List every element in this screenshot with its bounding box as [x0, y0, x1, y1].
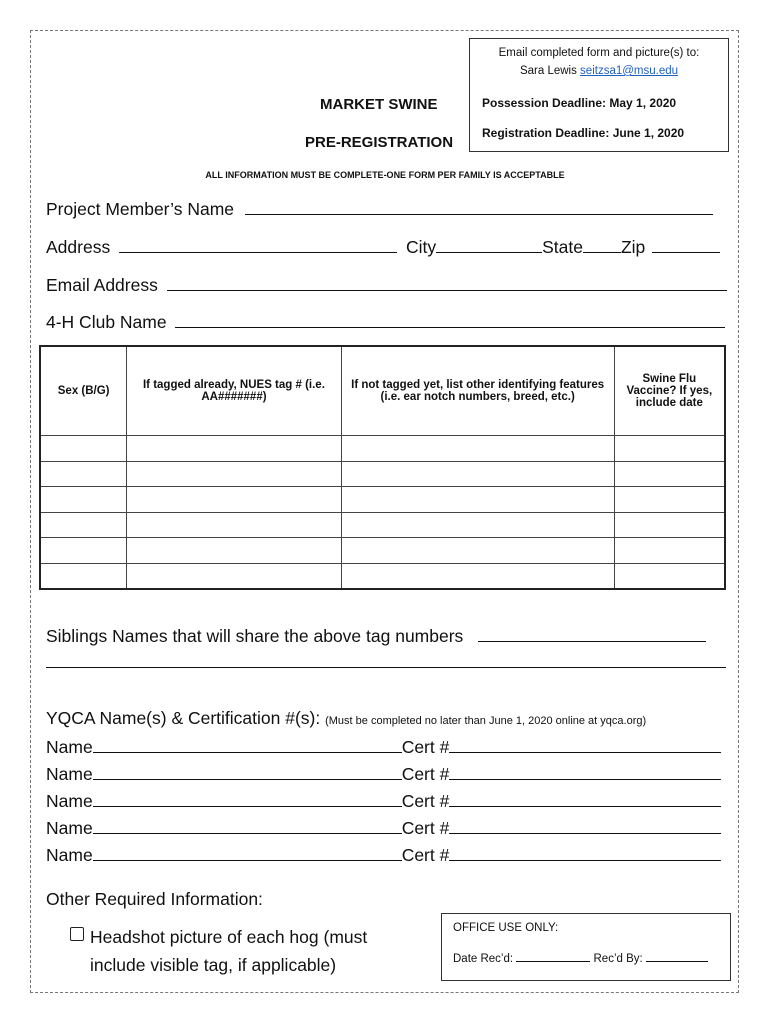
yqca-entry-row — [46, 790, 721, 812]
yqca-name-label: Name — [46, 764, 93, 784]
address-label: Address — [46, 237, 111, 257]
table-cell[interactable] — [127, 563, 341, 589]
table-cell[interactable] — [40, 512, 127, 538]
member-name-row — [46, 198, 713, 220]
email-row — [46, 274, 727, 296]
member-name-field[interactable] — [245, 198, 713, 215]
table-header-row — [40, 346, 725, 436]
yqca-cert-field[interactable] — [449, 736, 721, 753]
siblings-label: Siblings Names that will share the above tag numbers — [46, 626, 464, 646]
email-field[interactable] — [167, 274, 727, 291]
yqca-cert-label: Cert # — [401, 737, 450, 757]
table-cell[interactable] — [614, 563, 725, 589]
table-cell[interactable] — [127, 436, 341, 462]
table-cell[interactable] — [614, 461, 725, 487]
yqca-heading-row — [46, 708, 646, 729]
yqca-cert-label: Cert # — [401, 791, 450, 811]
table-cell[interactable] — [40, 461, 127, 487]
header-nues-tag: If tagged already, NUES tag # (i.e. AA#######) — [127, 346, 341, 436]
yqca-name-field[interactable] — [93, 844, 402, 861]
contact-box — [469, 38, 729, 152]
club-label: 4-H Club Name — [46, 312, 167, 332]
yqca-name-label: Name — [46, 791, 93, 811]
siblings-field-line2[interactable] — [46, 667, 726, 668]
table-cell[interactable] — [341, 512, 614, 538]
siblings-row — [46, 625, 706, 647]
member-name-label: Project Member’s Name — [46, 199, 235, 219]
headshot-label-line2: include visible tag, if applicable) — [90, 955, 337, 975]
office-use-row — [453, 950, 708, 965]
yqca-cert-label: Cert # — [401, 845, 450, 865]
header-swine-flu-vaccine: Swine Flu Vaccine? If yes, include date — [614, 346, 725, 436]
table-cell[interactable] — [40, 538, 127, 564]
contact-instructions: Email completed form and picture(s) to: — [498, 47, 700, 59]
table-cell[interactable] — [127, 538, 341, 564]
yqca-name-label: Name — [46, 737, 93, 757]
yqca-name-label: Name — [46, 818, 93, 838]
received-by-label: Rec’d By: — [593, 953, 643, 965]
contact-person — [470, 65, 728, 77]
office-use-box — [441, 913, 731, 981]
state-label: State — [542, 237, 583, 257]
header-sex: Sex (B/G) — [40, 346, 127, 436]
office-use-heading: OFFICE USE ONLY: — [453, 922, 559, 934]
date-received-label: Date Rec’d: — [453, 953, 514, 965]
zip-label: Zip — [620, 237, 646, 257]
form-subtitle: PRE-REGISTRATION — [305, 134, 454, 151]
table-cell[interactable] — [127, 487, 341, 513]
city-field[interactable] — [436, 236, 542, 253]
yqca-cert-field[interactable] — [449, 763, 721, 780]
table-cell[interactable] — [127, 512, 341, 538]
possession-deadline: Possession Deadline: May 1, 2020 — [482, 96, 677, 110]
table-cell[interactable] — [614, 538, 725, 564]
address-row — [46, 236, 720, 258]
siblings-field[interactable] — [478, 625, 706, 642]
table-cell[interactable] — [40, 487, 127, 513]
yqca-cert-label: Cert # — [401, 764, 450, 784]
contact-name: Sara Lewis — [519, 65, 577, 77]
table-cell[interactable] — [614, 487, 725, 513]
table-row — [40, 436, 725, 462]
table-cell[interactable] — [341, 461, 614, 487]
table-cell[interactable] — [614, 436, 725, 462]
yqca-cert-field[interactable] — [449, 790, 721, 807]
table-row — [40, 487, 725, 513]
address-field[interactable] — [119, 236, 397, 253]
table-row — [40, 461, 725, 487]
yqca-name-field[interactable] — [93, 817, 402, 834]
email-label: Email Address — [46, 275, 158, 295]
headshot-checkbox-row[interactable] — [70, 927, 367, 948]
received-by-field[interactable] — [646, 950, 708, 962]
headshot-label-line1: Headshot picture of each hog (must — [90, 927, 368, 947]
zip-field[interactable] — [652, 236, 720, 253]
table-row — [40, 512, 725, 538]
yqca-label: YQCA Name(s) & Certification #(s): — [46, 708, 321, 728]
table-cell[interactable] — [341, 563, 614, 589]
table-cell[interactable] — [341, 538, 614, 564]
table-cell[interactable] — [341, 436, 614, 462]
yqca-name-field[interactable] — [93, 790, 402, 807]
yqca-cert-field[interactable] — [449, 817, 721, 834]
yqca-note: (Must be completed no later than June 1, 2020 online at yqca.org) — [325, 715, 647, 727]
yqca-entry-row — [46, 736, 721, 758]
yqca-cert-label: Cert # — [401, 818, 450, 838]
table-cell[interactable] — [40, 563, 127, 589]
city-label: City — [405, 237, 437, 257]
hog-tag-table — [39, 345, 726, 590]
other-required-heading: Other Required Information: — [46, 889, 263, 909]
yqca-entry-row — [46, 844, 721, 866]
table-row — [40, 538, 725, 564]
table-cell[interactable] — [614, 512, 725, 538]
table-cell[interactable] — [127, 461, 341, 487]
headshot-checkbox[interactable] — [70, 927, 84, 941]
yqca-entry-row — [46, 817, 721, 839]
yqca-name-field[interactable] — [93, 763, 402, 780]
yqca-cert-field[interactable] — [449, 844, 721, 861]
date-received-field[interactable] — [516, 950, 590, 962]
table-cell[interactable] — [40, 436, 127, 462]
table-cell[interactable] — [341, 487, 614, 513]
notice-text: ALL INFORMATION MUST BE COMPLETE-ONE FORM PER FAMILY IS ACCEPTABLE — [205, 170, 565, 180]
state-field[interactable] — [583, 236, 621, 253]
yqca-entry-row — [46, 763, 721, 785]
registration-deadline: Registration Deadline: June 1, 2020 — [482, 126, 685, 140]
club-row — [46, 311, 725, 333]
yqca-name-field[interactable] — [93, 736, 402, 753]
form-title: MARKET SWINE — [320, 96, 438, 113]
club-field[interactable] — [175, 311, 725, 328]
contact-email-link[interactable]: seitzsa1@msu.edu — [580, 65, 679, 77]
header-identifying-features: If not tagged yet, list other identifying features (i.e. ear notch numbers, breed, etc.) — [341, 346, 614, 436]
table-row — [40, 563, 725, 589]
yqca-name-label: Name — [46, 845, 93, 865]
